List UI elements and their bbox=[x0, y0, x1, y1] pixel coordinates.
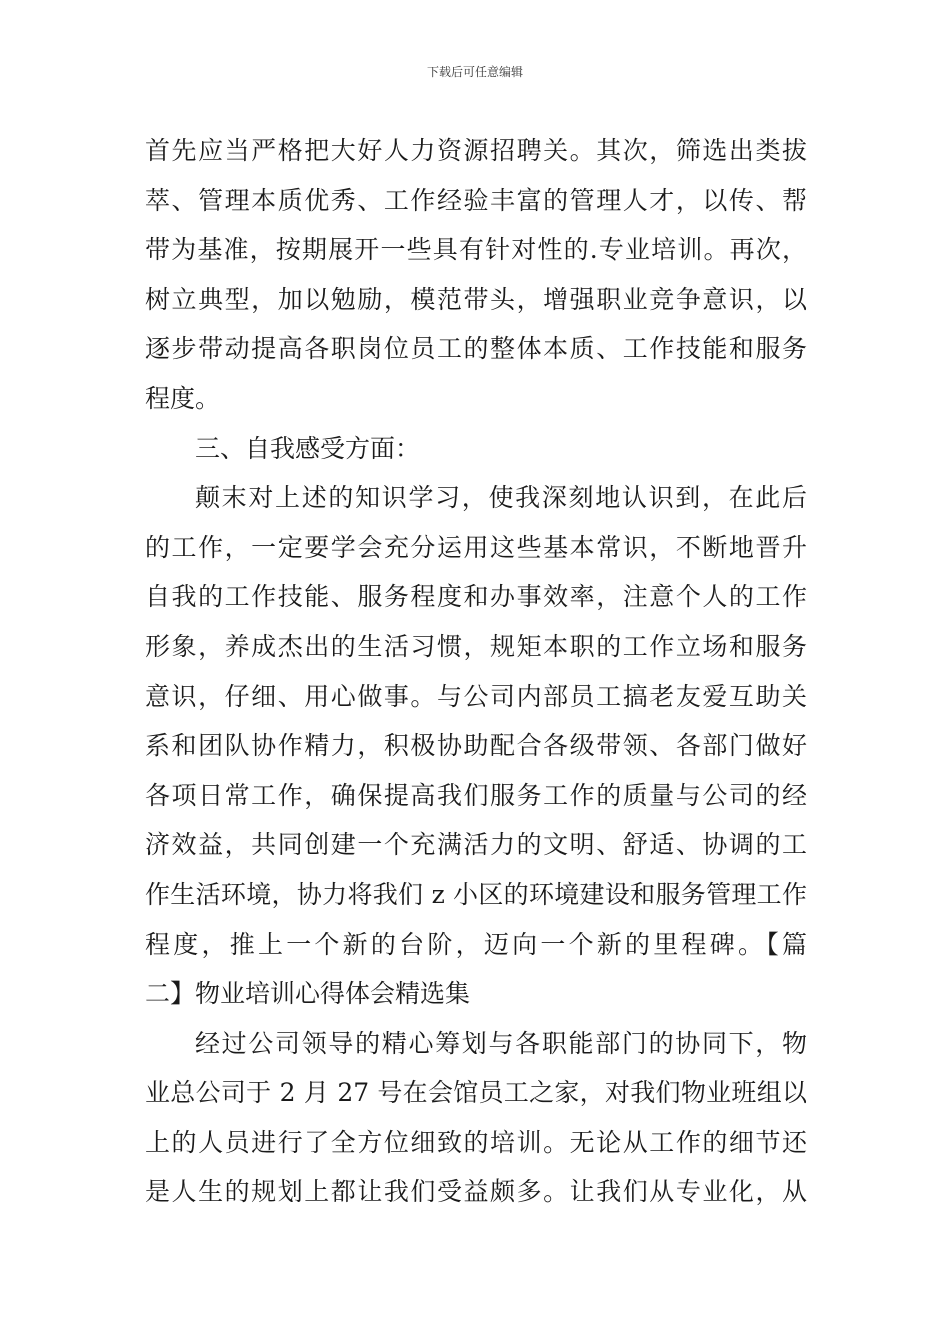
paragraph-line: 各项日常工作，确保提高我们服务工作的质量与公司的经 bbox=[145, 780, 807, 810]
paragraph-line: 的工作，一定要学会充分运用这些基本常识，不断地晋升 bbox=[145, 532, 807, 562]
document-body bbox=[145, 126, 807, 1217]
paragraph-line: 系和团队协作精力，积极协助配合各级带领、各部门做好 bbox=[145, 731, 807, 761]
page-header: 下载后可任意编辑 bbox=[426, 65, 523, 79]
paragraph-line: 形象，养成杰出的生活习惯，规矩本职的工作立场和服务 bbox=[145, 631, 807, 661]
paragraph-line: 逐步带动提高各职岗位员工的整体本质、工作技能和服务 bbox=[145, 334, 807, 364]
paragraph-line: 程度，推上一个新的台阶，迈向一个新的里程碑。【篇 bbox=[145, 929, 807, 959]
paragraph-line: 经过公司领导的精心筹划与各职能部门的协同下，物 bbox=[195, 1028, 807, 1058]
paragraph-line: 萃、管理本质优秀、工作经验丰富的管理人才，以传、帮 bbox=[145, 185, 807, 215]
paragraph-line: 意识，仔细、用心做事。与公司内部员工搞老友爱互助关 bbox=[145, 681, 807, 711]
paragraph-line: 颠末对上述的知识学习，使我深刻地认识到，在此后 bbox=[195, 483, 807, 513]
paragraph-line: 二】物业培训心得体会精选集 bbox=[145, 979, 471, 1009]
paragraph-line: 带为基准，按期展开一些具有针对性的.专业培训。再次， bbox=[145, 235, 807, 265]
paragraph-line: 树立典型，加以勉励，模范带头，增强职业竞争意识，以 bbox=[145, 284, 807, 314]
paragraph-line: 首先应当严格把大好人力资源招聘关。其次，筛选出类拔 bbox=[145, 136, 807, 165]
paragraph-line: 业总公司于 2 月 27 号在会馆员工之家，对我们物业班组以 bbox=[145, 1078, 807, 1108]
paragraph-line: 作生活环境，协力将我们 z 小区的环境建设和服务管理工作 bbox=[145, 879, 807, 909]
paragraph-line: 上的人员进行了全方位细致的培训。无论从工作的细节还 bbox=[145, 1127, 807, 1157]
paragraph-line: 自我的工作技能、服务程度和办事效率，注意个人的工作 bbox=[145, 582, 807, 612]
paragraph-line: 是人生的规划上都让我们受益颇多。让我们从专业化，从 bbox=[145, 1177, 807, 1207]
section-heading: 三、自我感受方面： bbox=[195, 433, 421, 463]
paragraph-line: 程度。 bbox=[145, 383, 221, 413]
paragraph-line: 济效益，共同创建一个充满活力的文明、舒适、协调的工 bbox=[145, 830, 807, 860]
